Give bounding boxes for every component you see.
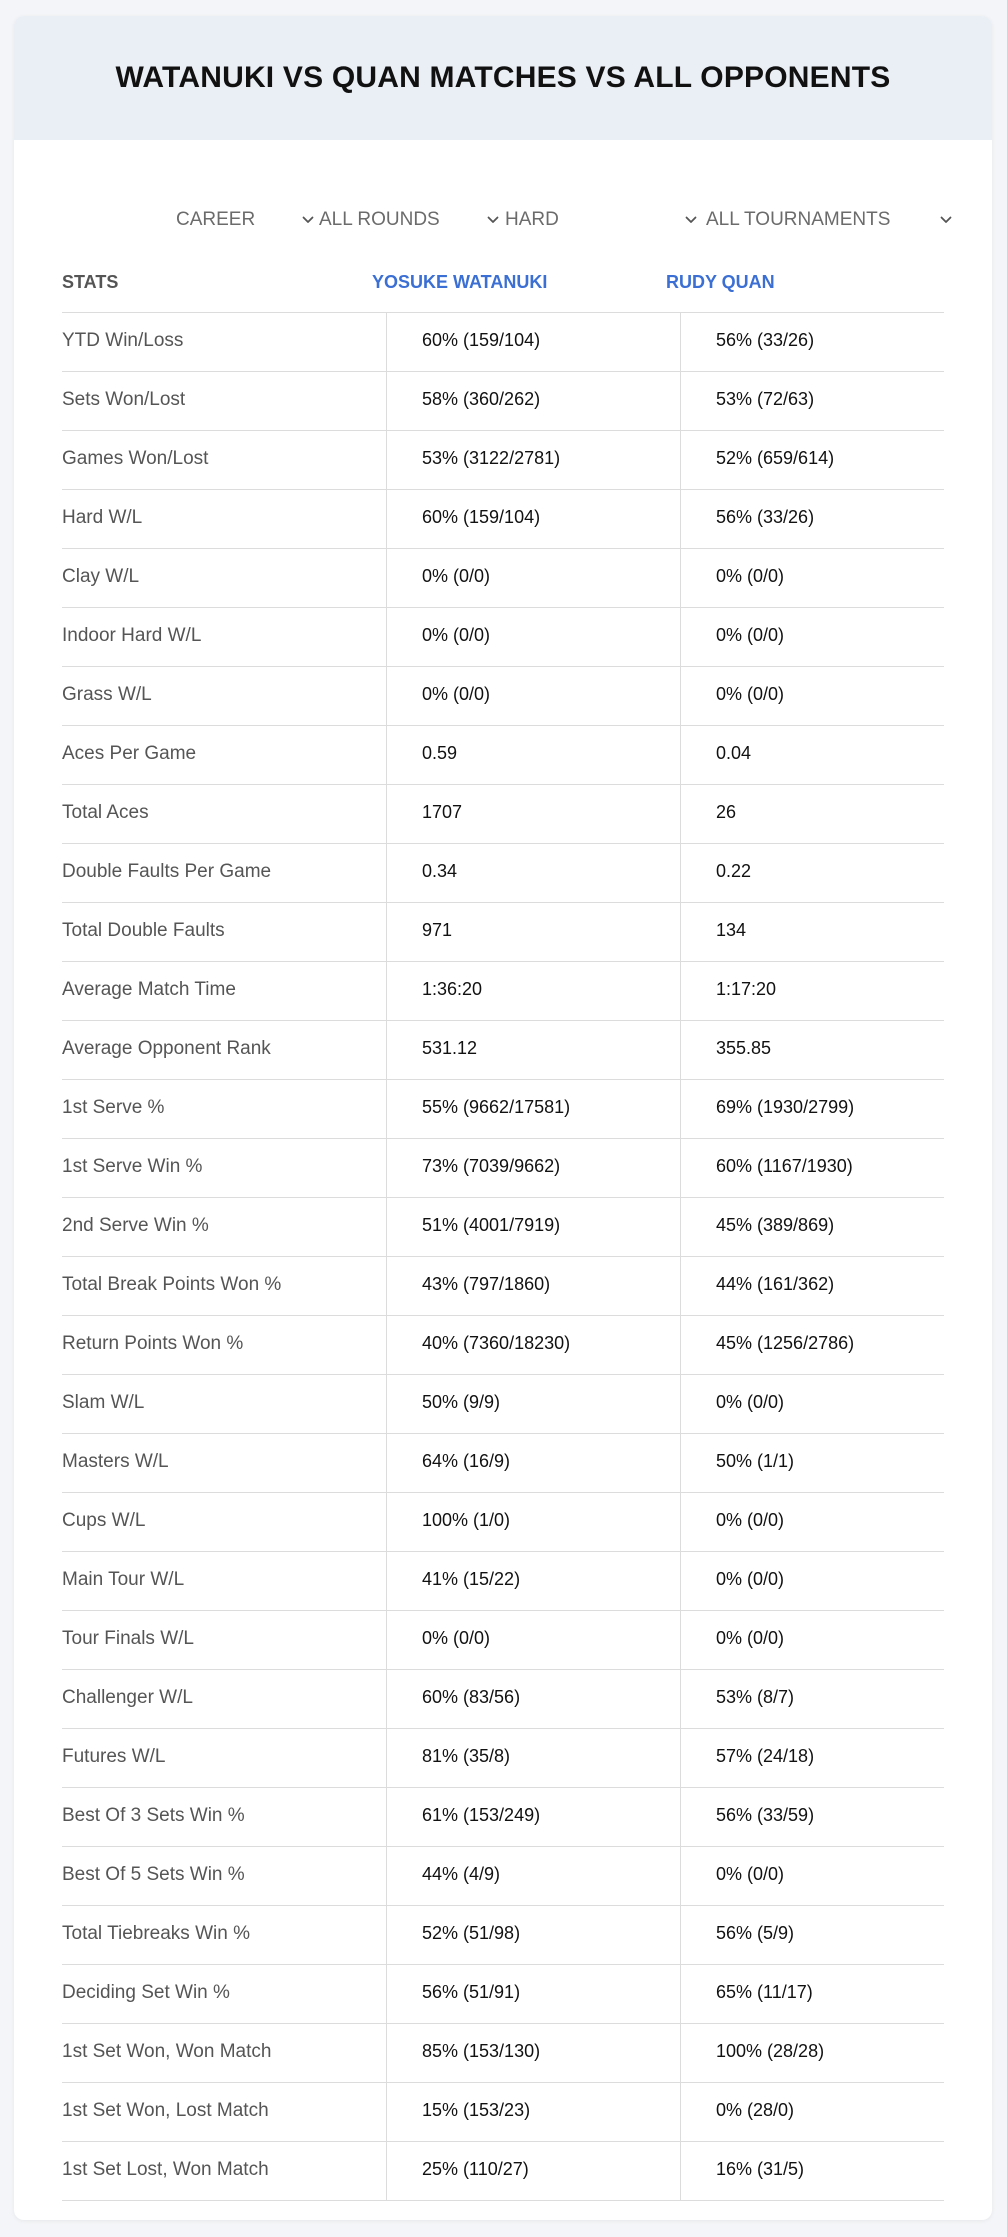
table-row xyxy=(62,1493,944,1552)
player1-stat-value: 40% (7360/18230) xyxy=(422,1333,571,1353)
player1-stat-value: 0% (0/0) xyxy=(422,625,491,645)
round-dropdown-value: ALL ROUNDS xyxy=(319,209,440,230)
player1-stat-value: 0% (0/0) xyxy=(422,1628,491,1648)
player1-stat-value: 56% (51/91) xyxy=(422,1982,521,2002)
stat-label: Return Points Won % xyxy=(62,1333,244,1354)
stat-label: Indoor Hard W/L xyxy=(62,625,202,646)
player1-stat-value: 0% (0/0) xyxy=(422,684,491,704)
player1-stat-value: 55% (9662/17581) xyxy=(422,1097,571,1117)
player1-stat-value: 52% (51/98) xyxy=(422,1923,521,1943)
stat-label: Main Tour W/L xyxy=(62,1569,185,1590)
player1-stat-value: 85% (153/130) xyxy=(422,2041,541,2061)
table-row xyxy=(62,1434,944,1493)
table-row xyxy=(62,903,944,962)
stat-label: Tour Finals W/L xyxy=(62,1628,194,1649)
player1-stat-value: 51% (4001/7919) xyxy=(422,1215,561,1235)
stats-table xyxy=(62,254,944,2201)
table-row xyxy=(62,1965,944,2024)
stat-label: Clay W/L xyxy=(62,566,140,587)
stat-label: Futures W/L xyxy=(62,1746,166,1767)
player2-column-header[interactable]: RUDY QUAN xyxy=(666,272,775,292)
stats-column-header: STATS xyxy=(62,272,119,292)
round-dropdown[interactable] xyxy=(319,204,499,236)
player2-stat-value: 56% (33/26) xyxy=(716,330,815,350)
player2-stat-value: 50% (1/1) xyxy=(716,1451,795,1471)
table-row xyxy=(62,2024,944,2083)
stat-label: 1st Serve Win % xyxy=(62,1156,203,1177)
player2-stat-value: 60% (1167/1930) xyxy=(716,1156,853,1176)
stat-label: Hard W/L xyxy=(62,507,143,528)
player2-stat-value: 0% (0/0) xyxy=(716,1628,785,1648)
stat-label: Average Opponent Rank xyxy=(62,1038,271,1059)
player2-stat-value: 0% (0/0) xyxy=(716,1569,785,1589)
table-row xyxy=(62,1257,944,1316)
player1-stat-value: 0.34 xyxy=(422,861,458,881)
table-row xyxy=(62,1198,944,1257)
player1-stat-value: 15% (153/23) xyxy=(422,2100,531,2120)
table-row xyxy=(62,1906,944,1965)
player2-stat-value: 26 xyxy=(716,802,737,822)
surface-dropdown-value: HARD xyxy=(505,209,559,230)
chevron-down-icon xyxy=(302,214,314,226)
stat-label: Best Of 5 Sets Win % xyxy=(62,1864,245,1885)
stat-label: Grass W/L xyxy=(62,684,152,705)
stat-label: Double Faults Per Game xyxy=(62,861,272,882)
card-header xyxy=(14,16,992,140)
player2-stat-value: 355.85 xyxy=(716,1038,772,1058)
player1-stat-value: 44% (4/9) xyxy=(422,1864,501,1884)
table-row xyxy=(62,1139,944,1198)
table-row xyxy=(62,1552,944,1611)
player1-stat-value: 60% (83/56) xyxy=(422,1687,521,1707)
stat-label: 1st Set Won, Won Match xyxy=(62,2041,272,2062)
player1-stat-value: 0.59 xyxy=(422,743,458,763)
player2-stat-value: 53% (8/7) xyxy=(716,1687,795,1707)
player1-stat-value: 41% (15/22) xyxy=(422,1569,521,1589)
player1-stat-value: 81% (35/8) xyxy=(422,1746,511,1766)
table-row xyxy=(62,372,944,431)
table-row xyxy=(62,549,944,608)
player1-stat-value: 1707 xyxy=(422,802,463,822)
table-row xyxy=(62,2142,944,2201)
period-dropdown[interactable] xyxy=(176,204,314,236)
table-row xyxy=(62,1316,944,1375)
player2-stat-value: 134 xyxy=(716,920,747,940)
stat-label: Total Double Faults xyxy=(62,920,225,941)
player2-stat-value: 0% (0/0) xyxy=(716,625,785,645)
stat-label: Games Won/Lost xyxy=(62,448,209,469)
table-row xyxy=(62,962,944,1021)
stat-label: 1st Serve % xyxy=(62,1097,165,1118)
table-row xyxy=(62,1611,944,1670)
table-row xyxy=(62,1788,944,1847)
table-row xyxy=(62,1021,944,1080)
stat-label: Aces Per Game xyxy=(62,743,197,764)
player2-stat-value: 0% (0/0) xyxy=(716,684,785,704)
player2-stat-value: 0% (0/0) xyxy=(716,1864,785,1884)
table-row xyxy=(62,1080,944,1139)
player2-stat-value: 69% (1930/2799) xyxy=(716,1097,855,1117)
player2-stat-value: 0% (28/0) xyxy=(716,2100,795,2120)
player2-stat-value: 56% (33/59) xyxy=(716,1805,815,1825)
table-row xyxy=(62,1670,944,1729)
player2-stat-value: 0% (0/0) xyxy=(716,1510,785,1530)
table-row xyxy=(62,2083,944,2142)
stat-label: Cups W/L xyxy=(62,1510,146,1531)
column-divider xyxy=(680,312,681,2201)
player2-stat-value: 0.04 xyxy=(716,743,752,763)
stat-label: Best Of 3 Sets Win % xyxy=(62,1805,245,1826)
player1-stat-value: 0% (0/0) xyxy=(422,566,491,586)
player2-stat-value: 56% (33/26) xyxy=(716,507,815,527)
player2-stat-value: 0% (0/0) xyxy=(716,566,785,586)
chevron-down-icon xyxy=(685,214,697,226)
player2-stat-value: 56% (5/9) xyxy=(716,1923,795,1943)
player2-stat-value: 45% (1256/2786) xyxy=(716,1333,855,1353)
table-header xyxy=(62,254,944,313)
stat-label: Sets Won/Lost xyxy=(62,389,186,410)
page-title: WATANUKI VS QUAN MATCHES VS ALL OPPONENTS xyxy=(115,61,891,94)
tournament-dropdown-value: ALL TOURNAMENTS xyxy=(706,209,891,230)
player1-stat-value: 531.12 xyxy=(422,1038,478,1058)
table-row xyxy=(62,608,944,667)
player1-stat-value: 60% (159/104) xyxy=(422,330,541,350)
player1-stat-value: 58% (360/262) xyxy=(422,389,541,409)
player2-stat-value: 100% (28/28) xyxy=(716,2041,825,2061)
stat-label: Total Aces xyxy=(62,802,149,823)
player2-stat-value: 53% (72/63) xyxy=(716,389,815,409)
chevron-down-icon xyxy=(940,214,952,226)
table-row xyxy=(62,490,944,549)
stat-label: Masters W/L xyxy=(62,1451,169,1472)
chevron-down-icon xyxy=(487,214,499,226)
stat-label: 1st Set Lost, Won Match xyxy=(62,2159,269,2180)
player1-stat-value: 61% (153/249) xyxy=(422,1805,541,1825)
table-row xyxy=(62,431,944,490)
player1-column-header[interactable]: YOSUKE WATANUKI xyxy=(372,272,548,292)
player1-stat-value: 1:36:20 xyxy=(422,979,483,999)
table-row xyxy=(62,844,944,903)
table-row xyxy=(62,1375,944,1434)
player1-stat-value: 53% (3122/2781) xyxy=(422,448,561,468)
player1-stat-value: 60% (159/104) xyxy=(422,507,541,527)
table-row xyxy=(62,1847,944,1906)
stat-label: Average Match Time xyxy=(62,979,236,1000)
period-dropdown-value: CAREER xyxy=(176,209,256,230)
table-row xyxy=(62,313,944,372)
player2-stat-value: 52% (659/614) xyxy=(716,448,835,468)
stat-label: 1st Set Won, Lost Match xyxy=(62,2100,269,2121)
table-row xyxy=(62,667,944,726)
stat-label: Total Break Points Won % xyxy=(62,1274,282,1295)
stats-card xyxy=(14,16,992,2220)
table-row xyxy=(62,785,944,844)
player2-stat-value: 0% (0/0) xyxy=(716,1392,785,1412)
stat-label: YTD Win/Loss xyxy=(62,330,184,351)
table-row xyxy=(62,726,944,785)
player2-stat-value: 0.22 xyxy=(716,861,752,881)
player2-stat-value: 57% (24/18) xyxy=(716,1746,815,1766)
player2-stat-value: 1:17:20 xyxy=(716,979,777,999)
tournament-dropdown[interactable] xyxy=(706,204,952,236)
player2-stat-value: 45% (389/869) xyxy=(716,1215,835,1235)
stat-label: Challenger W/L xyxy=(62,1687,193,1708)
player1-stat-value: 64% (16/9) xyxy=(422,1451,511,1471)
table-row xyxy=(62,1729,944,1788)
player1-stat-value: 100% (1/0) xyxy=(422,1510,511,1530)
column-divider xyxy=(386,312,387,2201)
filter-bar xyxy=(14,190,992,250)
stat-label: Deciding Set Win % xyxy=(62,1982,230,2003)
stat-label: Slam W/L xyxy=(62,1392,145,1413)
player2-stat-value: 16% (31/5) xyxy=(716,2159,805,2179)
stat-label: Total Tiebreaks Win % xyxy=(62,1923,250,1944)
player2-stat-value: 44% (161/362) xyxy=(716,1274,835,1294)
player1-stat-value: 50% (9/9) xyxy=(422,1392,501,1412)
surface-dropdown[interactable] xyxy=(505,204,697,236)
stat-label: 2nd Serve Win % xyxy=(62,1215,209,1236)
player2-stat-value: 65% (11/17) xyxy=(716,1982,813,2002)
player1-stat-value: 971 xyxy=(422,920,453,940)
table-body xyxy=(62,313,944,2201)
player1-stat-value: 73% (7039/9662) xyxy=(422,1156,561,1176)
player1-stat-value: 43% (797/1860) xyxy=(422,1274,551,1294)
player1-stat-value: 25% (110/27) xyxy=(422,2159,529,2179)
